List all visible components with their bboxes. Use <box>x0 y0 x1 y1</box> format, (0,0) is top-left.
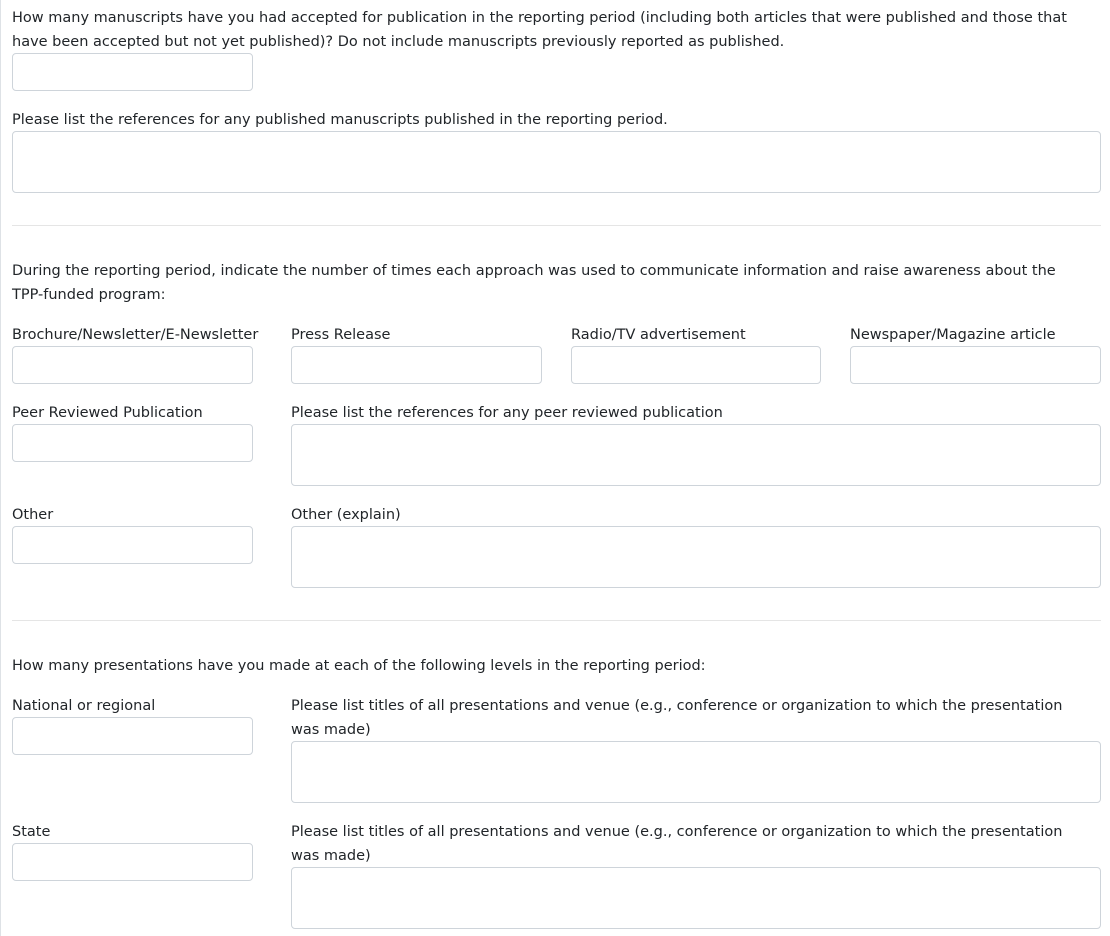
national-titles-textarea[interactable] <box>291 741 1101 803</box>
brochure-label: Brochure/Newsletter/E-Newsletter <box>12 327 259 343</box>
manuscripts-references-label: Please list the references for any published manuscripts published in the reporting period. <box>12 112 668 128</box>
other-label: Other <box>12 507 54 523</box>
other-input[interactable] <box>12 526 253 564</box>
newspaper-input[interactable] <box>850 346 1101 384</box>
peer-references-label: Please list the references for any peer reviewed publication <box>291 405 723 421</box>
section-divider <box>12 225 1101 226</box>
national-titles-label: Please list titles of all presentations and venue (e.g., conference or organization to which the presentation was made) <box>291 698 1063 738</box>
section-divider <box>12 620 1101 621</box>
peer-reviewed-input[interactable] <box>12 424 253 462</box>
state-titles-textarea[interactable] <box>291 867 1101 929</box>
brochure-input[interactable] <box>12 346 253 384</box>
peer-references-textarea[interactable] <box>291 424 1101 486</box>
press-release-label: Press Release <box>291 327 391 343</box>
state-label: State <box>12 824 51 840</box>
peer-reviewed-label: Peer Reviewed Publication <box>12 405 203 421</box>
manuscripts-accepted-question: How many manuscripts have you had accepted for publication in the reporting period (including both articles that were published and those that have been accepted but not yet published)? Do not include manuscripts previously reported as published. <box>12 10 1067 50</box>
other-explain-label: Other (explain) <box>291 507 401 523</box>
radio-tv-input[interactable] <box>571 346 821 384</box>
communication-intro: During the reporting period, indicate the number of times each approach was used to communicate information and raise awareness about the TPP-funded program: <box>12 263 1056 303</box>
presentations-intro: How many presentations have you made at each of the following levels in the reporting period: <box>12 658 706 674</box>
manuscripts-accepted-input[interactable] <box>12 53 253 91</box>
state-input[interactable] <box>12 843 253 881</box>
national-label: National or regional <box>12 698 156 714</box>
radio-tv-label: Radio/TV advertisement <box>571 327 746 343</box>
newspaper-label: Newspaper/Magazine article <box>850 327 1056 343</box>
manuscripts-references-textarea[interactable] <box>12 131 1101 193</box>
state-titles-label: Please list titles of all presentations and venue (e.g., conference or organization to which the presentation was made) <box>291 824 1063 864</box>
press-release-input[interactable] <box>291 346 542 384</box>
other-explain-textarea[interactable] <box>291 526 1101 588</box>
national-input[interactable] <box>12 717 253 755</box>
